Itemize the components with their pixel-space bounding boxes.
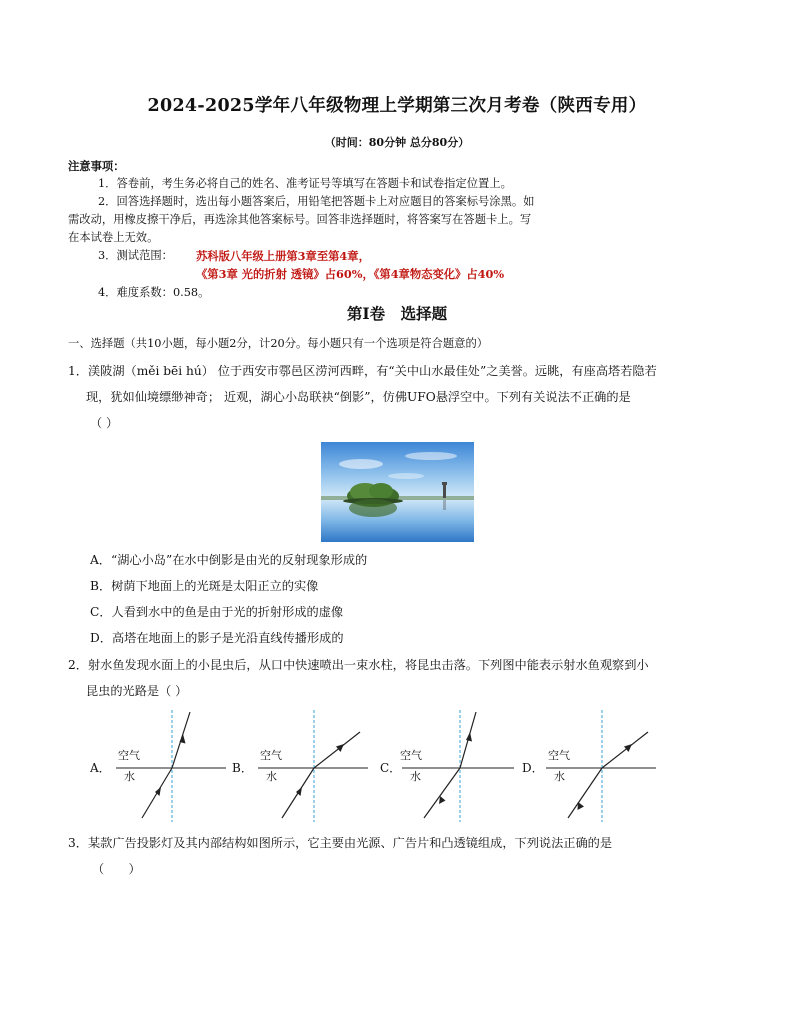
q2-diagram-c-air-label: 空气 bbox=[400, 749, 422, 762]
notes-heading: 注意事项： bbox=[68, 159, 125, 173]
note-item-4: 4．难度系数：0.58。 bbox=[98, 286, 210, 299]
exam-title: 2024-2025学年八年级物理上学期第三次月考卷（陕西专用） bbox=[147, 96, 647, 116]
section-intro: 一、选择题（共10小题，每小题2分，计20分。每小题只有一个选项是符合题意的） bbox=[68, 337, 489, 350]
q2-diagram-a-letter: A． bbox=[90, 761, 111, 775]
q2-diagram-d bbox=[540, 708, 660, 824]
exam-time-score: （时间：80分钟 总分80分） bbox=[324, 136, 470, 149]
note-item-2-line-1: 2．回答选择题时，选出每小题答案后，用铅笔把答题卡上对应题目的答案标号涂黑。如 bbox=[98, 195, 535, 208]
q2-diagram-a bbox=[110, 708, 230, 824]
q2-diagram-c-letter: C． bbox=[380, 761, 402, 775]
note-item-3-label: 3．测试范围： bbox=[98, 249, 173, 262]
lake-island-photo bbox=[321, 442, 474, 542]
q2-diagram-a-air-label: 空气 bbox=[118, 749, 140, 762]
q2-diagram-d-water-label: 水 bbox=[554, 770, 565, 783]
q2-diagram-b-letter: B． bbox=[232, 761, 253, 775]
note-item-1: 1．答卷前，考生务必将自己的姓名、准考证号等填写在答题卡和试卷指定位置上。 bbox=[98, 177, 512, 190]
q2-diagram-c-water-label: 水 bbox=[410, 770, 421, 783]
q2-diagram-b-water-label: 水 bbox=[266, 770, 277, 783]
note-item-2-line-3: 在本试卷上无效。 bbox=[68, 231, 159, 244]
q1-option-c: C．人看到水中的鱼是由于光的折射形成的虚像 bbox=[90, 605, 344, 619]
q2-diagram-a-water-label: 水 bbox=[124, 770, 135, 783]
note-item-3-breakdown: 《第3章 光的折射 透镜》占60%，《第4章物态变化》占40% bbox=[196, 267, 505, 281]
q1-stem-line-1: 1．渼陂湖（měi bēi hú） 位于西安市鄠邑区涝河西畔，有“关中山水最佳处”之美誉。远眺，有座高塔若隐若 bbox=[68, 364, 657, 378]
q2-stem-line-2: 昆虫的光路是（ ） bbox=[86, 684, 188, 698]
q1-option-a: A．“湖心小岛”在水中倒影是由光的反射现象形成的 bbox=[90, 553, 368, 567]
note-item-2-line-2: 需改动，用橡皮擦干净后，再选涂其他答案标号。回答非选择题时，将答案写在答题卡上。写 bbox=[68, 213, 532, 226]
q1-stem-line-2: 现，犹如仙境缥缈神奇； 近观，湖心小岛联袂“倒影”，仿佛UFO悬浮空中。下列有关说法不正确的是 bbox=[86, 390, 631, 404]
q1-option-b: B．树荫下地面上的光斑是太阳正立的实像 bbox=[90, 579, 319, 593]
q2-stem-line-1: 2．射水鱼发现水面上的小昆虫后，从口中快速喷出一束水柱，将昆虫击落。下列图中能表示射水鱼观察到小 bbox=[68, 658, 649, 672]
q3-stem-line-1: 3．某款广告投影灯及其内部结构如图所示，它主要由光源、广告片和凸透镜组成，下列说法正确的是 bbox=[68, 836, 613, 850]
q3-answer-bracket: （ ） bbox=[92, 862, 141, 876]
q1-option-d: D．高塔在地面上的影子是光沿直线传播形成的 bbox=[90, 631, 344, 645]
q2-diagram-b bbox=[252, 708, 372, 824]
q2-diagram-d-air-label: 空气 bbox=[548, 749, 570, 762]
q1-answer-bracket: （ ） bbox=[90, 416, 119, 430]
section-title: 第Ⅰ卷 选择题 bbox=[346, 304, 448, 323]
q2-diagram-b-air-label: 空气 bbox=[260, 749, 282, 762]
q2-diagram-d-letter: D． bbox=[522, 761, 544, 775]
q2-diagram-c bbox=[398, 708, 518, 824]
note-item-3-scope: 苏科版八年级上册第3章至第4章， bbox=[196, 249, 370, 263]
